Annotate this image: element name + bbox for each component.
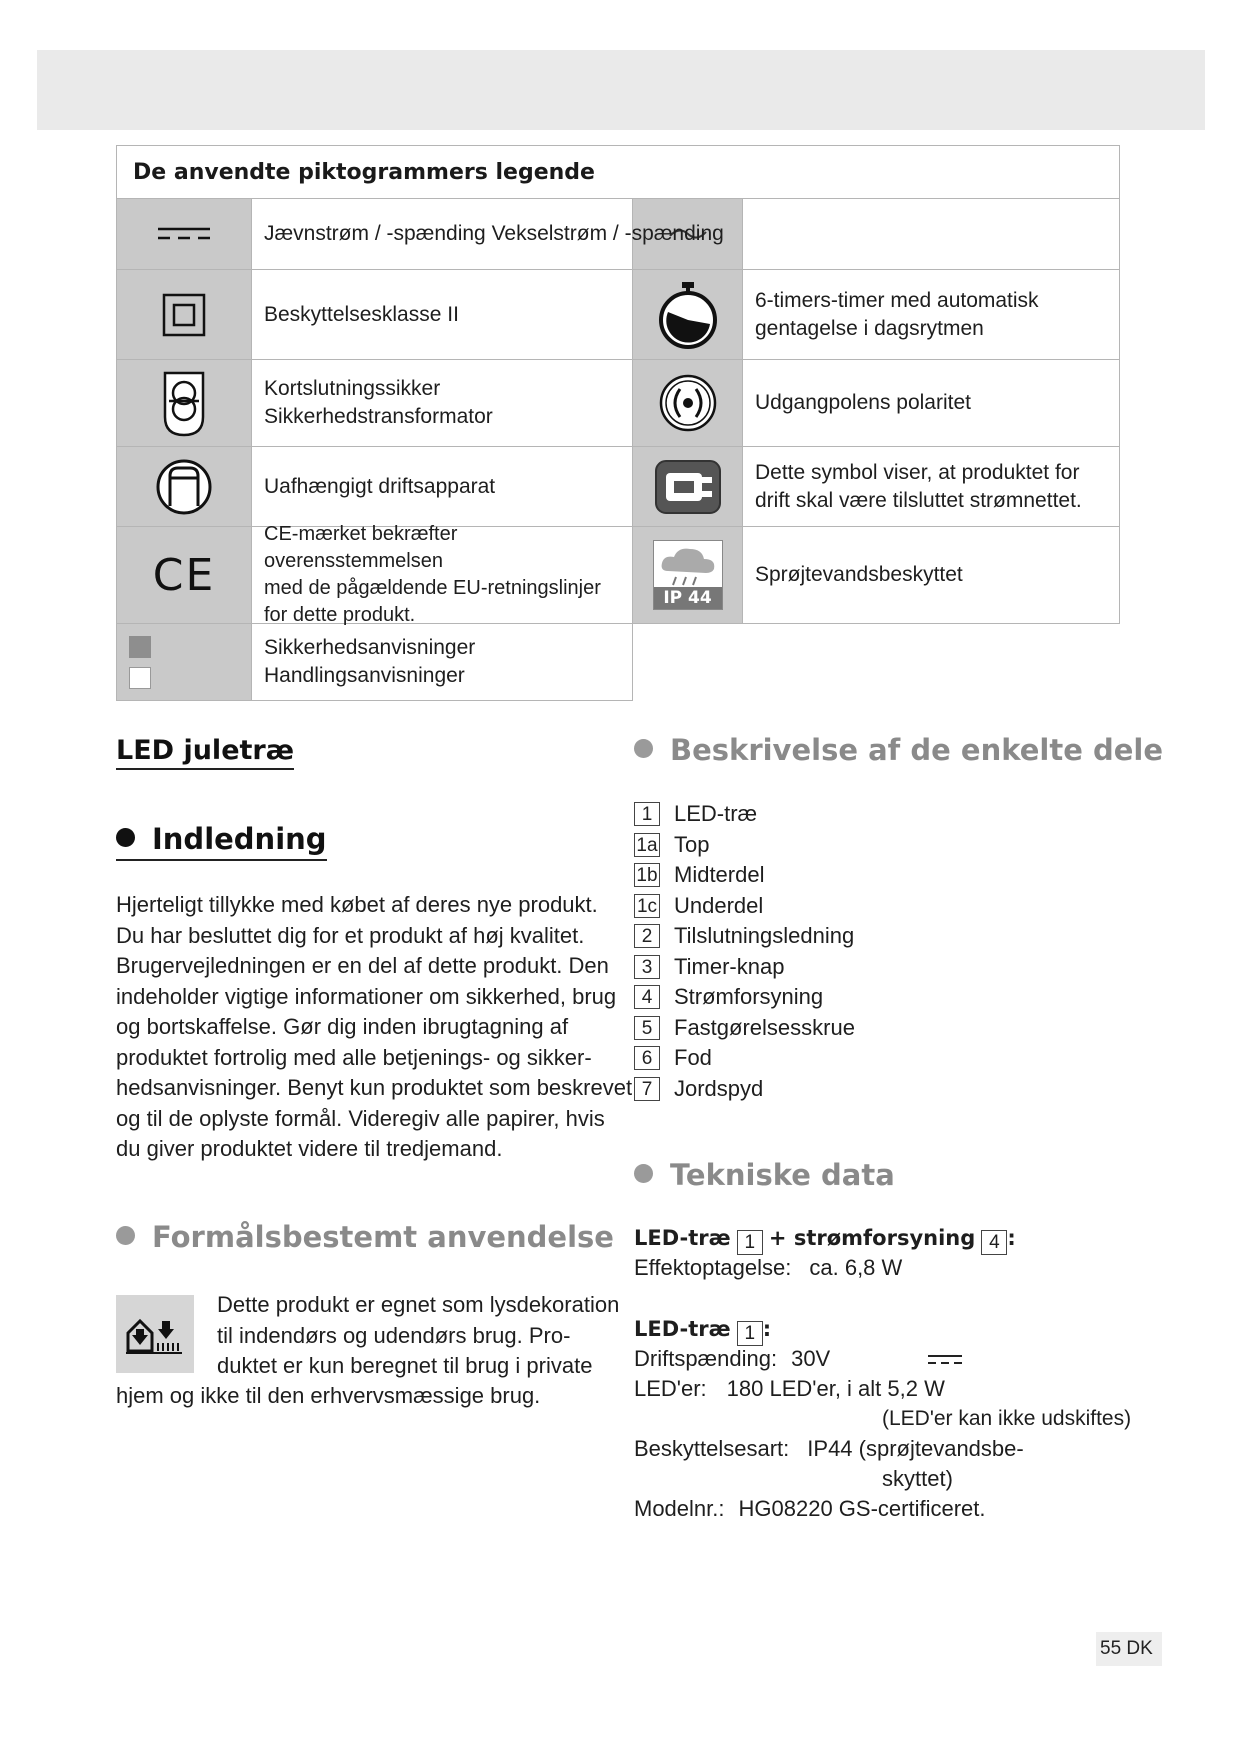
parts-heading: Beskrivelse af de enkelte dele (634, 733, 1163, 767)
ip44-icon (633, 527, 743, 624)
product-title: LED juletræ (116, 735, 294, 770)
dc-icon (117, 199, 252, 270)
timer-icon (633, 270, 743, 360)
safety-transformer-icon (117, 360, 252, 447)
operating-voltage: Driftspænding: 30V (634, 1346, 831, 1371)
intended-use-heading: Formålsbestemt anvendelse (116, 1220, 614, 1254)
header-band (37, 50, 1205, 130)
tech-group1-heading: LED-træ 1 + strømforsyning 4 : (634, 1226, 1016, 1253)
mains-label: Dette symbol viser, at produktet for drift skal være tilsluttet strømnettet. (743, 447, 1119, 527)
intro-text: Hjerteligt tillykke med købet af deres nye produkt. Du har besluttet dig for et produkt af høj kvalitet. Brugervejledningen er en del af dette produkt. Den indeholder vigtige informationer om sikkerhed, brug og bortskaffelse. Gør dig inden ibrugtagning af produktet fortrolig med alle betjenings- og sikker- hedsanvisninger. Benyt kun produktet som beskrevet og til de oplyste formål. Videregiv alle papirer, hvis du giver produktet videre til tredjemand. (116, 892, 633, 1161)
indoor-outdoor-icon (116, 1295, 194, 1373)
tech-group2-heading: LED-træ 1 : (634, 1317, 772, 1344)
independent-unit-label: Uafhængigt driftsapparat (252, 447, 633, 527)
action-marker-icon (129, 667, 151, 689)
timer-label: 6-timers-timer med automatisk gentagelse i dagsrytmen (743, 270, 1119, 360)
dc-ac-label: Jævnstrøm / -spænding Vekselstrøm / -spænding (252, 199, 633, 270)
legend-title: De anvendte piktogrammers legende (117, 146, 1119, 199)
ce-mark-icon: CE (117, 527, 252, 624)
bullet-icon (634, 1164, 653, 1183)
protection-class-icon (117, 270, 252, 360)
intro-heading: Indledning (116, 822, 327, 861)
bullet-icon (116, 1226, 135, 1245)
intended-use-text-end: hjem og ikke til den erhvervsmæssige brug. (116, 1383, 541, 1408)
power-consumption: Effektoptagelse: ca. 6,8 W (634, 1255, 903, 1280)
intended-use-text: Dette produkt er egnet som lysdekoration til indendørs og udendørs brug. Pro- duktet er kun beregnet til brug i private (217, 1292, 620, 1378)
splash-label: Sprøjtevandsbeskyttet (743, 527, 1119, 624)
pictogram-legend-table (116, 145, 1120, 701)
polarity-icon (633, 360, 743, 447)
model-number: Modelnr.: HG08220 GS-certificeret. (634, 1496, 986, 1521)
empty-cell (743, 199, 1119, 270)
mains-plug-icon (633, 447, 743, 527)
blank-area (633, 624, 1123, 704)
instruction-markers (117, 624, 252, 700)
protection-type: Beskyttelsesart: IP44 (sprøjtevandsbe- (634, 1436, 1024, 1461)
ce-label: CE-mærket bekræfter overensstemmelsen med de pågældende EU-retningslinjer for dette produkt. (252, 527, 633, 624)
page-number: 55 DK (1096, 1632, 1162, 1666)
safety-marker-icon (129, 636, 151, 658)
tech-heading: Tekniske data (634, 1158, 895, 1192)
protection-class-label: Beskyttelsesklasse II (252, 270, 633, 360)
dc-symbol-icon (928, 1354, 962, 1366)
ip44-badge: IP 44 (654, 587, 722, 609)
bullet-icon (116, 828, 135, 847)
bullet-icon (634, 739, 653, 758)
polarity-label: Udgangpolens polaritet (743, 360, 1119, 447)
led-count: LED'er: 180 LED'er, i alt 5,2 W (634, 1376, 945, 1401)
independent-unit-icon (117, 447, 252, 527)
protection-type-cont: skyttet) (882, 1466, 953, 1491)
led-note: (LED'er kan ikke udskiftes) (882, 1407, 1132, 1430)
transformer-label: Kortslutningssikker Sikkerhedstransformator (252, 360, 633, 447)
instructions-label: Sikkerhedsanvisninger Handlingsanvisninger (252, 624, 633, 700)
